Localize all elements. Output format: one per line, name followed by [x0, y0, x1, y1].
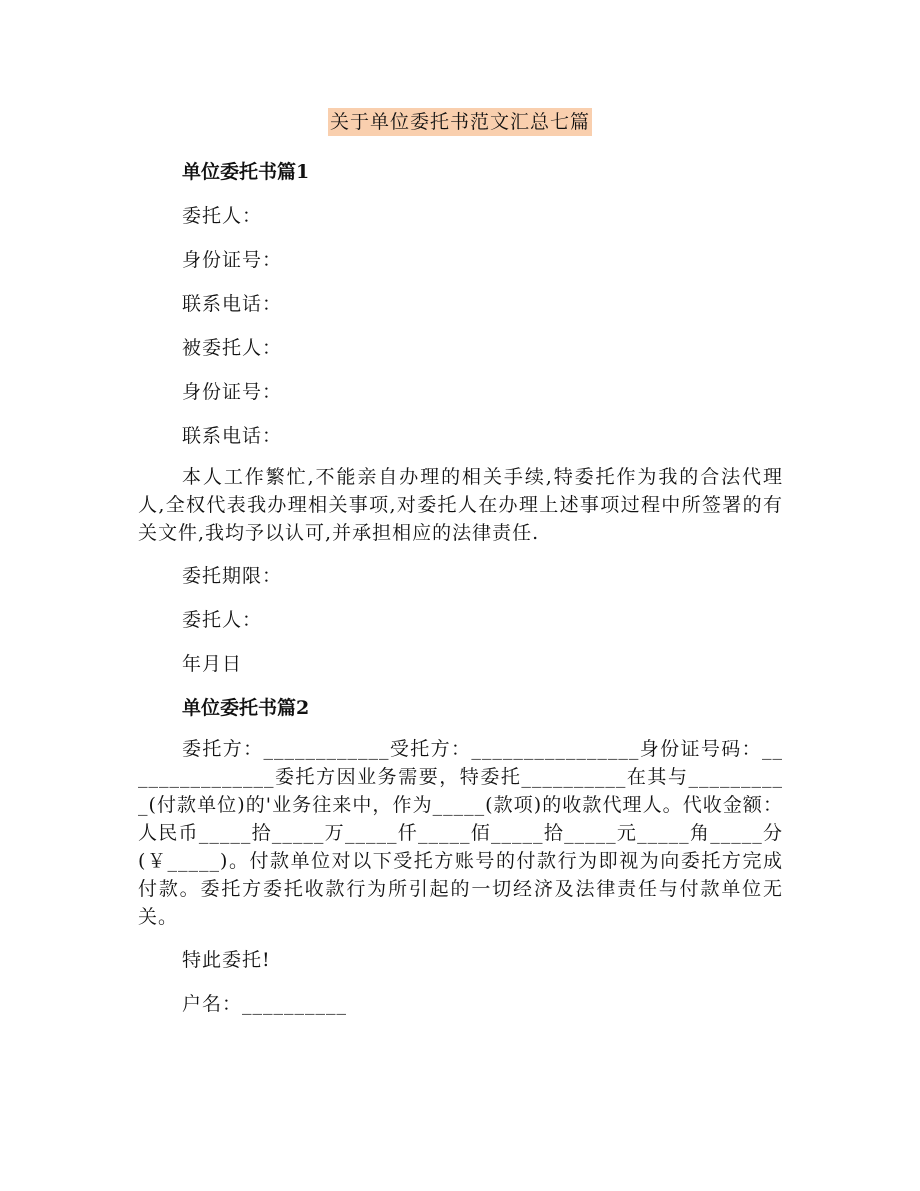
document-title: 关于单位委托书范文汇总七篇	[328, 108, 592, 136]
field-principal: 委托人：	[182, 205, 263, 227]
section-heading-2: 单位委托书篇2	[182, 697, 310, 719]
field-agent-phone: 联系电话：	[182, 425, 283, 447]
authorization-paragraph: 本人工作繁忙,不能亲自办理的相关手续,特委托作为我的合法代理人,全权代表我办理相关事项,对委托人在办理上述事项过程中所签署的有关文件,我均予以认可,并承担相应的法律责任.	[138, 466, 783, 544]
field-date: 年月日	[182, 653, 243, 675]
field-principal-phone: 联系电话：	[182, 293, 283, 315]
field-account-name: 户名：__________	[182, 993, 348, 1015]
field-agent: 被委托人：	[182, 337, 283, 359]
field-principal-id: 身份证号：	[182, 249, 283, 271]
field-principal-sign: 委托人：	[182, 609, 263, 631]
section-heading-1: 单位委托书篇1	[182, 161, 310, 183]
field-agent-id: 身份证号：	[182, 381, 283, 403]
document-body	[138, 155, 783, 1031]
closing-text: 特此委托!	[182, 949, 271, 971]
field-term: 委托期限：	[182, 565, 283, 587]
title-wrapper	[0, 108, 920, 136]
collection-authorization-paragraph: 委托方：____________受托方：________________身份证号码：_______________委托方因业务需要，特委托__________在其与__________(付款单位)的'业务往来中，作为_____(款项)的收款代理人。代收金额：人民币_____拾_____万_____仟_____佰_____拾_____元_____角_____分(￥_____)。付款单位对以下受托方账号的付款行为即视为向委托方完成付款。委托方委托收款行为所引起的一切经济及法律责任与付款单位无关。	[138, 738, 783, 928]
